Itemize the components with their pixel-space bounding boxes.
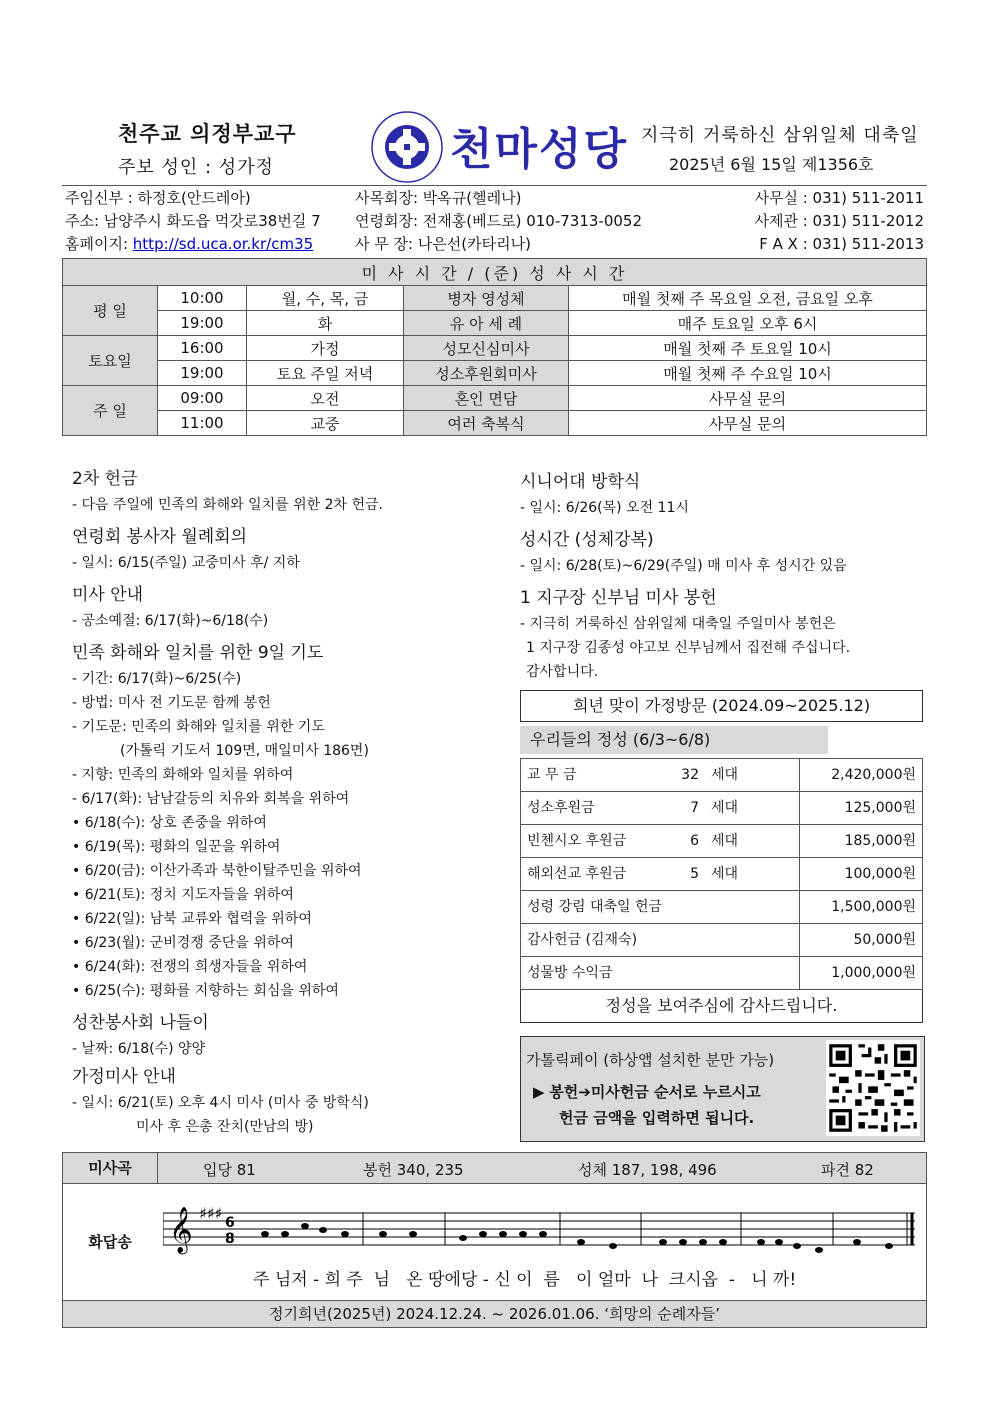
jubilee-footer: 정기희년(2025년) 2024.12.24. ~ 2026.01.06. ‘희망의 순례자들’ <box>63 1300 926 1327</box>
mass-day: 주 일 <box>63 386 158 436</box>
sacrament-name: 성소후원회미사 <box>404 361 569 386</box>
hymn-communion: 성체 187, 198, 496 <box>578 1161 717 1179</box>
offering-name: 성물방 수익금 <box>521 957 800 990</box>
hymn-dismissal: 파견 82 <box>821 1161 874 1179</box>
office-phone: 사무실 : 031) 511-2011 <box>754 189 924 207</box>
offering-unit: 세대 <box>705 825 800 858</box>
notice-line: • 6/22(일): 남북 교류와 협력을 위하여 <box>72 911 312 927</box>
hymn-row <box>63 1153 926 1184</box>
mass-desc: 토요 주일 저녁 <box>247 361 404 386</box>
pay-title: 가톨릭페이 (하상앱 설치한 분만 가능) <box>526 1051 775 1069</box>
pay-instruction-2: 헌금 금액을 입력하면 됩니다. <box>559 1109 755 1127</box>
sacrament-name: 여러 축복식 <box>404 411 569 436</box>
notice-line: - 지향: 민족의 화해와 일치를 위하여 <box>72 767 294 783</box>
patron-saint: 주보 성인 : 성가정 <box>118 157 274 178</box>
notice-heading: 성시간 (성체강복) <box>520 530 654 550</box>
offering-row <box>521 891 923 924</box>
svg-text:𝄞: 𝄞 <box>169 1207 193 1253</box>
psalm-label: 화답송 <box>88 1233 132 1251</box>
offering-title: 우리들의 정성 (6/3~6/8) <box>520 726 828 754</box>
association-chair: 연령회장: 전재홍(베드로) 010-7313-0052 <box>355 212 642 230</box>
catholic-pay-box <box>520 1036 925 1142</box>
notice-heading: 연령회 봉사자 월례회의 <box>72 527 248 547</box>
offering-name: 성령 강림 대축일 헌금 <box>521 891 800 924</box>
parish-seal-icon <box>370 110 444 184</box>
hymn-section <box>62 1152 927 1328</box>
feast-title: 지극히 거룩하신 삼위일체 대축일 <box>641 125 919 146</box>
sacrament-when: 매월 첫째 주 토요일 10시 <box>569 336 927 361</box>
hymn-label: 미사곡 <box>63 1153 158 1183</box>
offering-row <box>521 957 923 990</box>
left-announcements <box>72 465 492 1139</box>
notice-line: - 기간: 6/17(화)~6/25(수) <box>72 671 242 687</box>
sacrament-name: 병자 영성체 <box>404 286 569 311</box>
offering-amount: 50,000원 <box>800 924 923 957</box>
notice-line: - 6/17(화): 남남갈등의 치유와 회복을 위하여 <box>72 791 350 807</box>
notice-line: • 6/23(월): 군비경쟁 중단을 위하여 <box>72 935 294 951</box>
psalm-score-icon <box>163 1193 919 1265</box>
notice-line: • 6/21(토): 정치 지도자들을 위하여 <box>72 887 294 903</box>
play-arrow-icon: ▶ <box>533 1083 550 1101</box>
offering-row <box>521 825 923 858</box>
offering-row <box>521 924 923 957</box>
notice-heading: 미사 안내 <box>72 585 144 605</box>
offering-name: 감사헌금 (김재숙) <box>521 924 800 957</box>
mass-day: 토요일 <box>63 336 158 386</box>
mass-time: 19:00 <box>158 361 247 386</box>
pay-path: 봉헌➔미사헌금 <box>549 1083 649 1101</box>
notice-line: • 6/19(목): 평화의 일꾼을 위하여 <box>72 839 281 855</box>
offering-unit: 세대 <box>705 759 800 792</box>
mass-time: 09:00 <box>158 386 247 411</box>
issue-date: 2025년 6월 15일 제1356호 <box>669 155 874 174</box>
sacrament-name: 혼인 면담 <box>404 386 569 411</box>
notice-heading: 1 지구장 신부님 미사 봉헌 <box>520 588 717 608</box>
mass-desc: 교중 <box>247 411 404 436</box>
mass-time: 19:00 <box>158 311 247 336</box>
mass-desc: 오전 <box>247 386 404 411</box>
offering-unit: 세대 <box>705 858 800 891</box>
notice-line: 감사합니다. <box>526 664 599 680</box>
sacrament-when: 매주 토요일 오후 6시 <box>569 311 927 336</box>
mass-desc: 화 <box>247 311 404 336</box>
parish-info-table <box>62 186 927 255</box>
offering-unit: 세대 <box>705 792 800 825</box>
offering-amount: 1,000,000원 <box>800 957 923 990</box>
pastor: 주임신부 : 하정호(안드레아) <box>65 189 251 207</box>
notice-heading: 민족 화해와 일치를 위한 9일 기도 <box>72 643 324 663</box>
homepage <box>62 232 352 255</box>
notice-line: - 일시: 6/21(토) 오후 4시 미사 (미사 중 방학식) <box>72 1095 369 1111</box>
home-visit-banner: 희년 맞이 가정방문 (2024.09~2025.12) <box>520 690 923 722</box>
offering-count: 32 <box>653 759 705 792</box>
offering-row <box>521 858 923 891</box>
address: 주소: 남양주시 화도읍 먹갓로38번길 7 <box>65 212 321 230</box>
psalm-lyrics: 주 님저 - 희 주 님 온 땅에당 - 신 이 름 이 얼마 나 크시옵 - 니 까! <box>253 1270 797 1290</box>
offering-count: 6 <box>653 825 705 858</box>
sacrament-when: 매월 첫째 주 목요일 오전, 금요일 오후 <box>569 286 927 311</box>
notice-line: - 일시: 6/15(주일) 교중미사 후/ 지하 <box>72 555 300 571</box>
mass-time: 10:00 <box>158 286 247 311</box>
pay-instruction-1 <box>533 1081 761 1102</box>
offering-amount: 125,000원 <box>800 792 923 825</box>
offering-amount: 100,000원 <box>800 858 923 891</box>
offering-table <box>520 758 923 990</box>
notice-heading: 2차 헌금 <box>72 469 138 489</box>
offering-thanks: 정성을 보여주심에 감사드립니다. <box>520 990 923 1023</box>
notice-line: - 일시: 6/28(토)~6/29(주일) 매 미사 후 성시간 있음 <box>520 558 847 574</box>
notice-line: • 6/20(금): 이산가족과 북한이탈주민을 위하여 <box>72 863 362 879</box>
diocese-title: 천주교 의정부교구 <box>118 122 297 146</box>
notice-line: 1 지구장 김종성 야고보 신부님께서 집전해 주십니다. <box>526 640 851 656</box>
qr-code-icon[interactable] <box>826 1040 920 1136</box>
notice-line: (가톨릭 기도서 109면, 매일미사 186면) <box>120 743 369 759</box>
notice-heading: 성찬봉사회 나들이 <box>72 1013 209 1033</box>
parish-name-logo: 천마성당 <box>450 124 629 175</box>
notice-line: - 날짜: 6/18(수) 양양 <box>72 1041 206 1057</box>
sacrament-when: 사무실 문의 <box>569 386 927 411</box>
offering-name: 해외선교 후원금 <box>521 858 654 891</box>
offering-name: 빈첸시오 후원금 <box>521 825 654 858</box>
notice-line: • 6/24(화): 전쟁의 희생자들을 위하여 <box>72 959 308 975</box>
mass-day: 평 일 <box>63 286 158 336</box>
sacrament-name: 성모신심미사 <box>404 336 569 361</box>
mass-time: 16:00 <box>158 336 247 361</box>
pastoral-council-chair: 사목회장: 박옥규(헬레나) <box>355 189 522 207</box>
notice-line: - 지극히 거룩하신 삼위일체 대축일 주일미사 봉헌은 <box>520 616 836 632</box>
offering-amount: 1,500,000원 <box>800 891 923 924</box>
notice-line: • 6/25(수): 평화를 지향하는 회심을 위하여 <box>72 983 339 999</box>
offering-name: 교 무 금 <box>521 759 654 792</box>
secretary: 사 무 장: 나은선(카타리나) <box>355 235 531 253</box>
svg-text:♯♯♯: ♯♯♯ <box>199 1204 223 1223</box>
sacrament-when: 사무실 문의 <box>569 411 927 436</box>
mass-time: 11:00 <box>158 411 247 436</box>
pay-instruction-rest: 순서로 누르시고 <box>648 1083 761 1101</box>
mass-desc: 월, 수, 목, 금 <box>247 286 404 311</box>
offering-amount: 185,000원 <box>800 825 923 858</box>
mass-desc: 가정 <box>247 336 404 361</box>
notice-line: - 다음 주일에 민족의 화해와 일치를 위한 2차 헌금. <box>72 497 383 513</box>
hymn-entrance: 입당 81 <box>203 1161 256 1179</box>
homepage-link[interactable]: http://sd.uca.or.kr/cm35 <box>132 235 314 253</box>
offering-count: 5 <box>653 858 705 891</box>
right-announcements <box>520 468 926 1023</box>
hymn-offertory: 봉헌 340, 235 <box>363 1161 464 1179</box>
rectory-phone: 사제관 : 031) 511-2012 <box>754 212 924 230</box>
mass-schedule-table <box>62 258 927 436</box>
notice-line: - 방법: 미사 전 기도문 함께 봉헌 <box>72 695 271 711</box>
notice-line: - 일시: 6/26(목) 오전 11시 <box>520 500 689 516</box>
sacrament-when: 매월 첫째 주 수요일 10시 <box>569 361 927 386</box>
mass-table-title: 미 사 시 간 / (준) 성 사 시 간 <box>63 259 927 286</box>
offering-row <box>521 792 923 825</box>
homepage-label: 홈페이지: <box>65 235 133 253</box>
offering-row <box>521 759 923 792</box>
notice-line: - 기도문: 민족의 화해와 일치를 위한 기도 <box>72 719 325 735</box>
notice-line: - 공소예절: 6/17(화)~6/18(수) <box>72 613 269 629</box>
svg-text:8: 8 <box>225 1231 235 1247</box>
offering-amount: 2,420,000원 <box>800 759 923 792</box>
notice-line: 미사 후 은총 잔치(만남의 방) <box>136 1119 314 1135</box>
offering-count: 7 <box>653 792 705 825</box>
sacrament-name: 유 아 세 례 <box>404 311 569 336</box>
svg-text:6: 6 <box>225 1215 235 1231</box>
offering-name: 성소후원금 <box>521 792 654 825</box>
fax: F A X : 031) 511-2013 <box>759 234 924 253</box>
notice-heading: 시니어대 방학식 <box>520 472 641 492</box>
notice-heading: 가정미사 안내 <box>72 1067 176 1087</box>
notice-line: • 6/18(수): 상호 존중을 위하여 <box>72 815 267 831</box>
